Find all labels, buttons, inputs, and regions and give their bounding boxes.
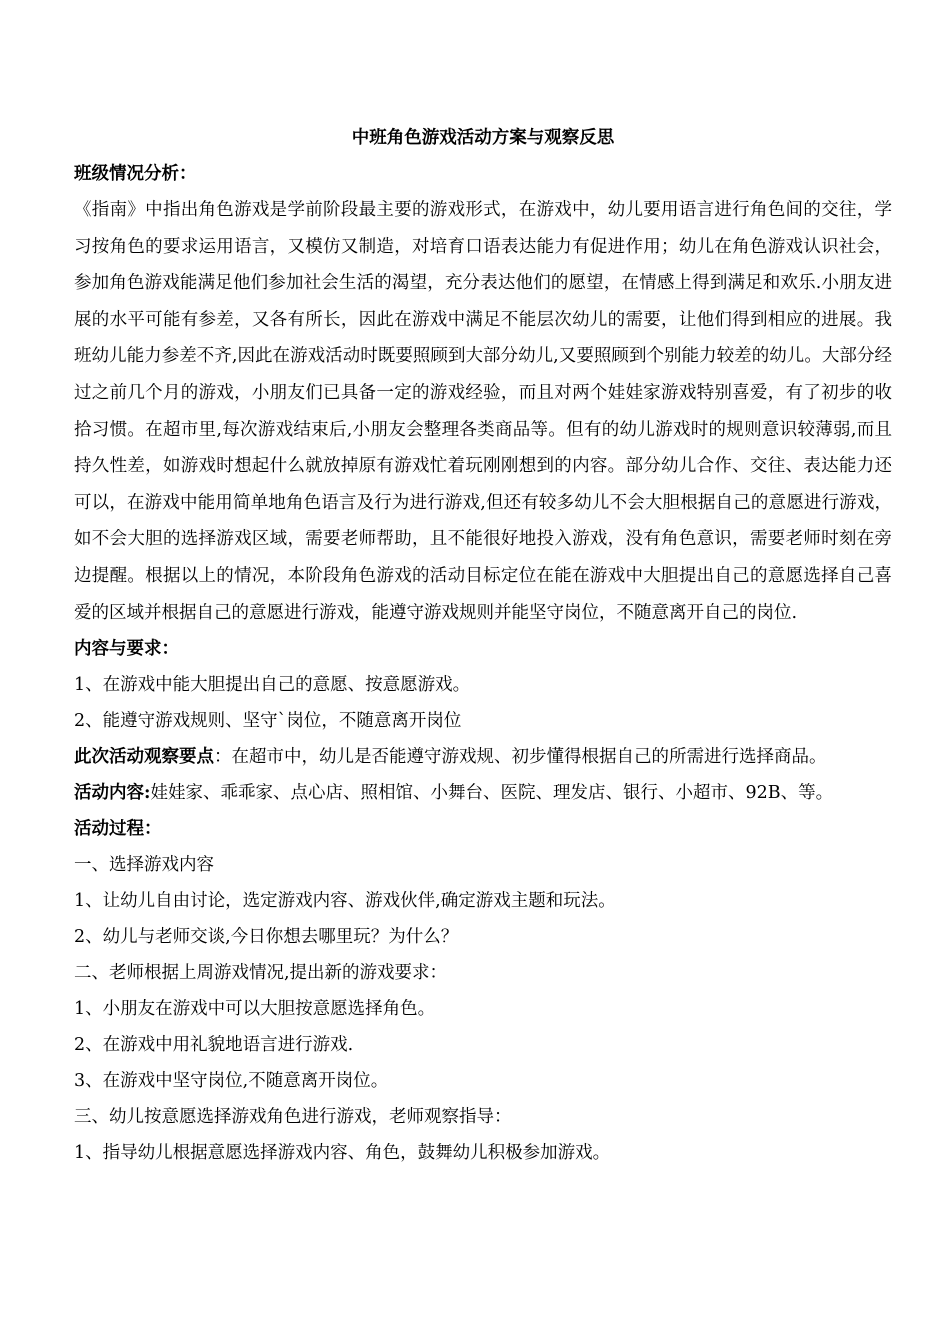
document-page [74,120,892,1171]
process-line: 2、幼儿与老师交谈,今日你想去哪里玩？为什么？ [74,927,459,948]
process-line: 三、幼儿按意愿选择游戏角色进行游戏，老师观察指导： [74,1107,512,1128]
document-title: 中班角色游戏活动方案与观察反思 [351,128,615,148]
requirements-heading: 内容与要求： [74,639,179,660]
class-analysis-body: 《指南》中指出角色游戏是学前阶段最主要的游戏形式，在游戏中，幼儿要用语言进行角色间的交往，学习按角色的要求运用语言，又模仿又制造，对培育口语表达能力有促进作用；幼儿在角色游戏认识社会，参加角色游戏能满足他们参加社会生活的渴望，充分表达他们的愿望，在情感上得到满足和欢乐.小朋友进展的水平可能有参差，又各有所长，因此在游戏中满足不能层次幼儿的需要，让他们得到相应的进展。我班幼儿能力参差不齐,因此在游戏活动时既要照顾到大部分幼儿,又要照顾到个别能力较差的幼儿。大部分经过之前几个月的游戏，小朋友们已具备一定的游戏经验，而且对两个娃娃家游戏特别喜爱，有了初步的收拾习惯。在超市里,每次游戏结束后,小朋友会整理各类商品等。但有的幼儿游戏时的规则意识较薄弱,而且持久性差，如游戏时想起什么就放掉原有游戏忙着玩刚刚想到的内容。部分幼儿合作、交往、表达能力还可以，在游戏中能用简单地角色语言及行为进行游戏,但还有较多幼儿不会大胆根据自己的意愿进行游戏，如不会大胆的选择游戏区域，需要老师帮助，且不能很好地投入游戏，没有角色意识，需要老师时刻在旁边提醒。根据以上的情况，本阶段角色游戏的活动目标定位在能在游戏中大胆提出自己的意愿选择自己喜爱的区域并根据自己的意愿进行游戏，能遵守游戏规则并能坚守岗位，不随意离开自己的岗位. [74,200,892,623]
process-line: 3、在游戏中坚守岗位,不随意离开岗位。 [74,1071,389,1092]
process-line: 2、在游戏中用礼貌地语言进行游戏. [74,1035,354,1056]
requirement-item: 2、能遵守游戏规则、坚守`岗位，不随意离开岗位 [74,711,462,732]
process-line: 1、让幼儿自由讨论，选定游戏内容、游戏伙伴,确定游戏主题和玩法。 [74,891,616,912]
observation-points [74,739,892,775]
activity-content [74,775,892,811]
requirement-item: 1、在游戏中能大胆提出自己的意愿、按意愿游戏。 [74,675,471,696]
process-line: 1、小朋友在游戏中可以大胆按意愿选择角色。 [74,999,436,1020]
activity-content-label: 活动内容: [74,783,151,804]
process-line: 一、选择游戏内容 [74,855,214,876]
process-heading: 活动过程： [74,819,162,840]
activity-content-text: 娃娃家、乖乖家、点心店、照相馆、小舞台、医院、理发店、银行、小超市、92B、等。 [150,783,834,804]
observation-text: ：在超市中，幼儿是否能遵守游戏规、初步懂得根据自己的所需进行选择商品。 [214,747,827,768]
observation-label: 此次活动观察要点 [74,747,214,768]
process-line: 二、老师根据上周游戏情况,提出新的游戏要求： [74,963,448,984]
process-line: 1、指导幼儿根据意愿选择游戏内容、角色，鼓舞幼儿积极参加游戏。 [74,1143,611,1164]
class-analysis-heading: 班级情况分析： [74,164,197,184]
